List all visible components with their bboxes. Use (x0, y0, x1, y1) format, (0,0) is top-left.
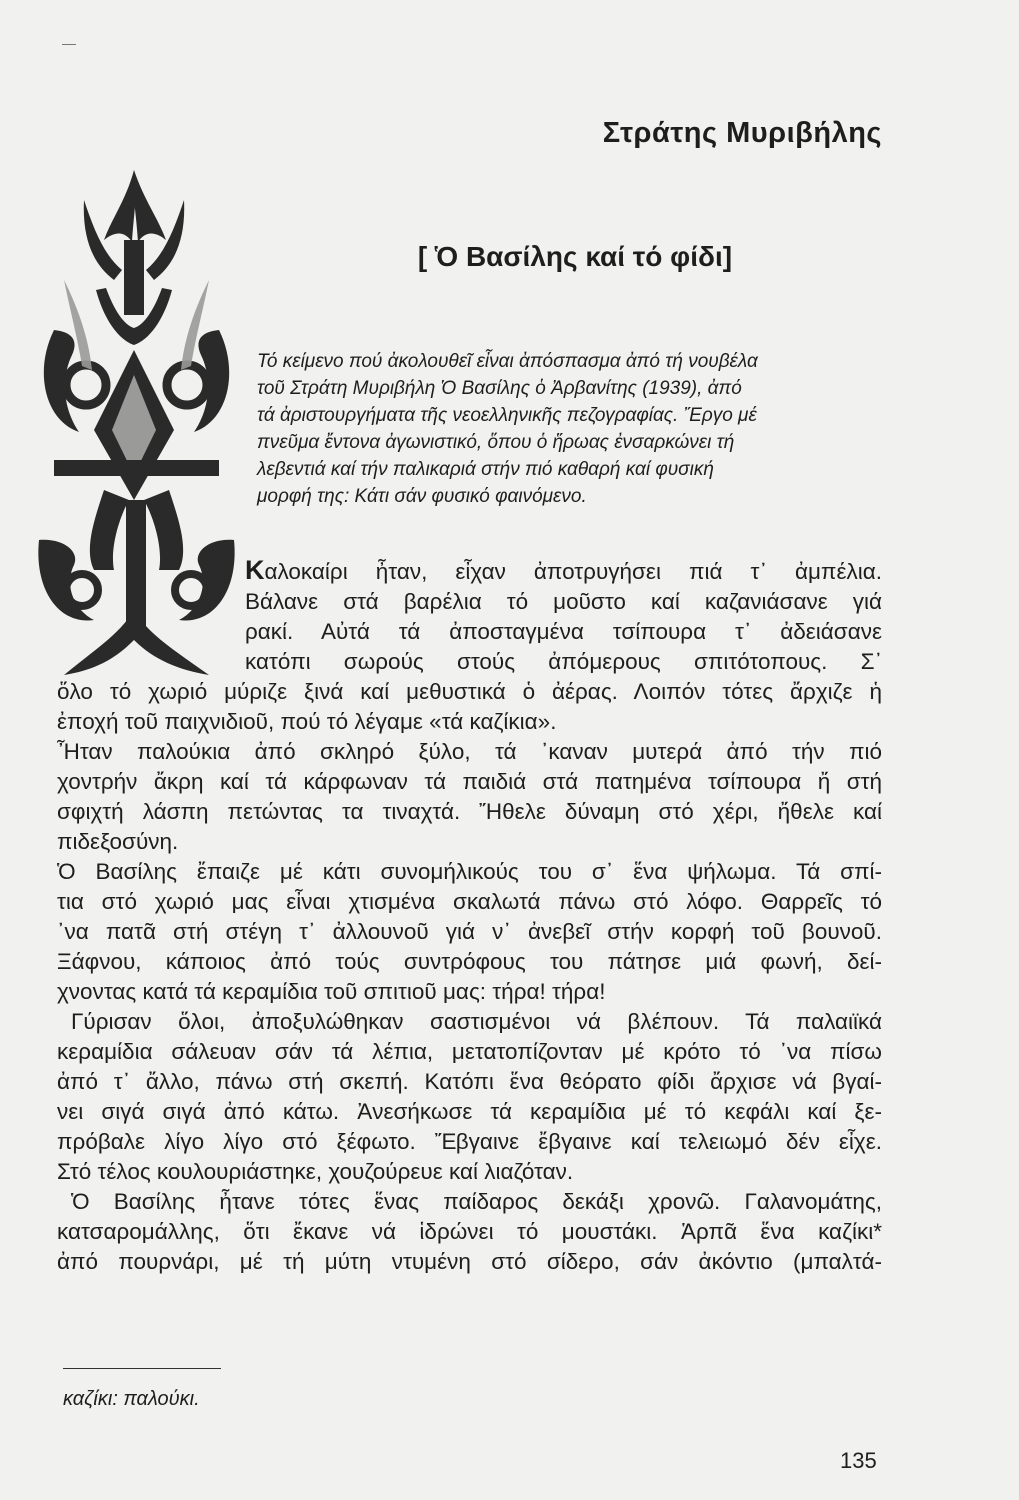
text-line: ρακί. Αὐτά τά ἀποσταγμένα τσίπουρα τ᾽ ἀδειάσανε (245, 619, 882, 644)
text-line: Στό τέλος κουλουριάστηκε, χουζούρευε καί λιαζόταν. (57, 1159, 574, 1184)
text-line: χνοντας κατά τά κεραμίδια τοῦ σπιτιοῦ μας: τήρα! τήρα! (57, 979, 606, 1004)
drop-cap: Κ (245, 555, 265, 585)
author-name: Στράτης Μυριβήλης (602, 117, 882, 149)
footnote-divider (63, 1368, 221, 1369)
text-line: κατσαρομάλλης, ὅτι ἔκανε νά ἱδρώνει τό μουστάκι. Ἁρπᾶ ἕνα καζίκι* (57, 1219, 882, 1244)
text-line: ὅλο τό χωριό μύριζε ξινά καί μεθυστικά ὁ ἀέρας. Λοιπόν τότες ἄρχιζε ἡ (57, 679, 882, 704)
text-line: Ὁ Βασίλης ἔπαιζε μέ κάτι συνομήλικούς του σ᾽ ἕνα ψήλωμα. Τά σπί- (57, 859, 882, 884)
wrapped-opening (57, 555, 882, 677)
main-text (57, 555, 882, 1277)
scan-mark (62, 44, 76, 45)
text-line: ἀπό τ᾽ ἄλλο, πάνω στή σκεπή. Κατόπι ἕνα θεόρατο φίδι ἄρχισε νά βγαί- (57, 1069, 882, 1094)
text-line: νει σιγά σιγά ἀπό κάτω. Ἀνεσήκωσε τά κεραμίδια μέ τό κεφάλι καί ξε- (57, 1099, 882, 1124)
intro-line: Τό κείμενο πού ἀκολουθεῖ εἶναι ἀπόσπασμα ἀπό τή νουβέλα (257, 351, 758, 372)
intro-line: μορφή της: Κάτι σάν φυσικό φαινόμενο. (257, 486, 587, 507)
text-line: κεραμίδια σάλευαν σάν τά λέπια, μετατοπίζονταν μέ κρότο τό ᾽να πίσω (57, 1039, 882, 1064)
text-line: τια στό χωριό μας εἶναι χτισμένα σκαλωτά πάνω στό λόφο. Θαρρεῖς τό (57, 889, 882, 914)
footnote: καζίκι: παλούκι. (63, 1388, 200, 1410)
text-line: πρόβαλε λίγο λίγο στό ξέφωτο. Ἔβγαινε ἔβγαινε καί τελειωμό δέν εἶχε. (57, 1129, 882, 1154)
text-line (245, 555, 882, 587)
intro-paragraph (257, 348, 879, 510)
text-line: ἐποχή τοῦ παιχνιδιοῦ, πού τό λέγαμε «τά καζίκια». (57, 709, 557, 734)
intro-line: τοῦ Στράτη Μυριβήλη Ὁ Βασίλης ὁ Ἀρβανίτης (1939), ἀπό (257, 378, 742, 399)
text-line: ᾽να πατᾶ στή στέγη τ᾽ ἀλλουνοῦ γιά ν᾽ ἀνεβεῖ στήν κορφή τοῦ βουνοῦ. (57, 919, 882, 944)
text-line-content: αλοκαίρι ἦταν, εἶχαν ἀποτρυγήσει πιά τ᾽ ἀμπέλια. (264, 559, 882, 584)
text-line: χοντρήν ἄκρη καί τά κάρφωναν τά παιδιά στά πατημένα τσίπουρα ἤ στή (57, 769, 882, 794)
text-line: Βάλανε στά βαρέλια τό μοῦστο καί καζανιάσανε γιά (245, 589, 882, 614)
text-line: ἀπό πουρνάρι, μέ τή μύτη ντυμένη στό σίδερο, σάν ἀκόντιο (μπαλτά- (57, 1249, 882, 1274)
text-line: Ἦταν παλούκια ἀπό σκληρό ξύλο, τά ᾽καναν μυτερά ἀπό τήν πιό (57, 739, 882, 764)
page-number: 135 (840, 1448, 877, 1473)
intro-line: τά ἀριστουργήματα τῆς νεοελληνικῆς πεζογραφίας. Ἔργο μέ (257, 405, 757, 426)
text-line: Ὁ Βασίλης ἦτανε τότες ἕνας παίδαρος δεκάξι χρονῶ. Γαλανομάτης, (71, 1189, 882, 1214)
text-line: κατόπι σωρούς στούς ἀπόμερους σπιτότοπους. Σ᾽ (245, 649, 882, 674)
text-line: Ξάφνου, κάποιος ἀπό τούς συντρόφους του πάτησε μιά φωνή, δεί- (57, 949, 882, 974)
text-line: Γύρισαν ὅλοι, ἀποξυλώθηκαν σαστισμένοι νά βλέπουν. Τά παλαιϊκά (71, 1009, 882, 1034)
chapter-title: [ Ὁ Βασίλης καί τό φίδι] (417, 241, 733, 272)
text-line: σφιχτή λάσπη πετώντας τα τιναχτά. Ἤθελε δύναμη στό χέρι, ἤθελε καί (57, 799, 882, 824)
text-line: πιδεξοσύνη. (57, 829, 179, 854)
intro-line: πνεῦμα ἔντονα ἀγωνιστικό, ὅπου ὁ ἥρωας ἐνσαρκώνει τή (257, 432, 735, 453)
intro-line: λεβεντιά καί τήν παλικαριά στήν πιό καθαρή καί φυσική (257, 459, 714, 480)
